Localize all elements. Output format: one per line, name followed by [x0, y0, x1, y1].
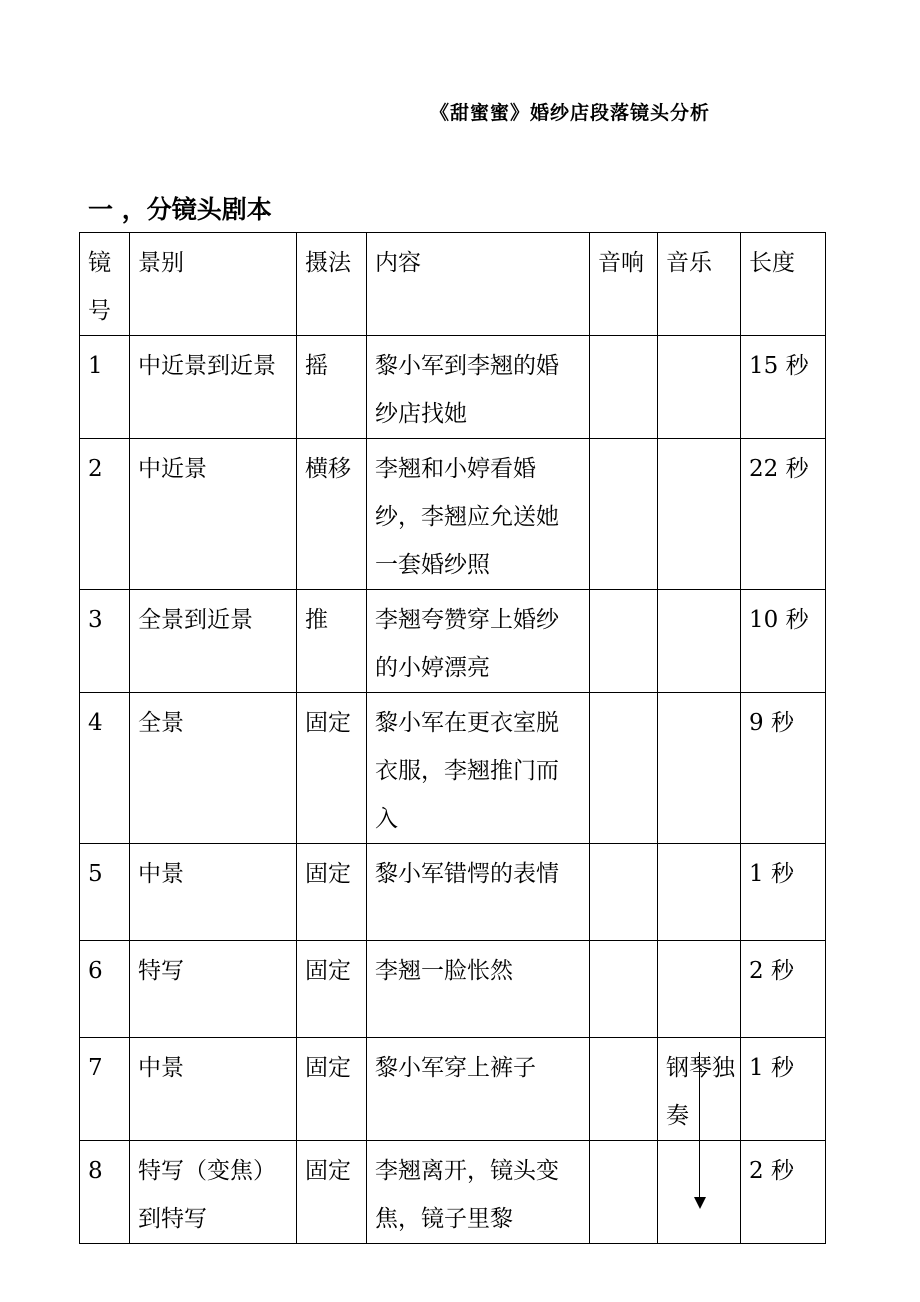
header-shot-size: 景别 [130, 233, 297, 336]
cell-shot-no: 8 [80, 1141, 130, 1244]
cell-length: 2 秒 [741, 941, 826, 1038]
cell-shot-size: 中景 [130, 844, 297, 941]
cell-music [658, 439, 741, 590]
cell-shot-size: 全景 [130, 693, 297, 844]
table-row [80, 1038, 826, 1141]
cell-content: 黎小军错愕的表情 [367, 844, 590, 941]
cell-shot-no: 5 [80, 844, 130, 941]
cell-music [658, 693, 741, 844]
cell-content: 黎小军穿上裤子 [367, 1038, 590, 1141]
cell-sound [590, 1141, 658, 1244]
cell-camera: 横移 [297, 439, 367, 590]
header-sound: 音响 [590, 233, 658, 336]
cell-length: 1 秒 [741, 844, 826, 941]
table-row [80, 439, 826, 590]
cell-music [658, 941, 741, 1038]
cell-length: 10 秒 [741, 590, 826, 693]
cell-length: 2 秒 [741, 1141, 826, 1244]
cell-camera: 固定 [297, 1038, 367, 1141]
section-heading: 一 ，分镜头剧本 [88, 195, 272, 224]
cell-shot-no: 7 [80, 1038, 130, 1141]
header-shot-no: 镜号 [80, 233, 130, 336]
document-title: 《甜蜜蜜》婚纱店段落镜头分析 [430, 102, 711, 124]
cell-length: 22 秒 [741, 439, 826, 590]
table-row [80, 336, 826, 439]
cell-sound [590, 590, 658, 693]
cell-sound [590, 1038, 658, 1141]
table-row [80, 941, 826, 1038]
table-row [80, 1141, 826, 1244]
music-label: 钢琴独奏 [666, 1055, 735, 1129]
cell-shot-size: 全景到近景 [130, 590, 297, 693]
cell-sound [590, 844, 658, 941]
cell-sound [590, 941, 658, 1038]
shot-script-table [79, 232, 826, 1244]
header-content: 内容 [367, 233, 590, 336]
cell-camera: 固定 [297, 844, 367, 941]
cell-shot-size: 中近景到近景 [130, 336, 297, 439]
cell-camera: 固定 [297, 693, 367, 844]
header-camera: 摄法 [297, 233, 367, 336]
cell-sound [590, 439, 658, 590]
table-row [80, 844, 826, 941]
table-header-row [80, 233, 826, 336]
cell-music [658, 1038, 741, 1141]
cell-sound [590, 693, 658, 844]
cell-content: 李翘和小婷看婚纱，李翘应允送她一套婚纱照 [367, 439, 590, 590]
cell-music [658, 336, 741, 439]
cell-shot-no: 4 [80, 693, 130, 844]
table-row [80, 590, 826, 693]
header-music: 音乐 [658, 233, 741, 336]
cell-length: 1 秒 [741, 1038, 826, 1141]
cell-camera: 推 [297, 590, 367, 693]
table-row [80, 693, 826, 844]
header-length: 长度 [741, 233, 826, 336]
cell-shot-size: 特写 [130, 941, 297, 1038]
cell-length: 9 秒 [741, 693, 826, 844]
cell-shot-no: 1 [80, 336, 130, 439]
cell-shot-no: 3 [80, 590, 130, 693]
cell-music [658, 590, 741, 693]
cell-shot-no: 6 [80, 941, 130, 1038]
cell-shot-no: 2 [80, 439, 130, 590]
cell-camera: 摇 [297, 336, 367, 439]
cell-music [658, 1141, 741, 1244]
cell-content: 黎小军在更衣室脱衣服，李翘推门而入 [367, 693, 590, 844]
cell-length: 15 秒 [741, 336, 826, 439]
cell-content: 李翘离开，镜头变焦，镜子里黎 [367, 1141, 590, 1244]
cell-sound [590, 336, 658, 439]
cell-content: 李翘夸赞穿上婚纱的小婷漂亮 [367, 590, 590, 693]
cell-camera: 固定 [297, 941, 367, 1038]
cell-music [658, 844, 741, 941]
cell-shot-size: 中近景 [130, 439, 297, 590]
cell-shot-size: 特写（变焦）到特写 [130, 1141, 297, 1244]
cell-content: 李翘一脸怅然 [367, 941, 590, 1038]
cell-camera: 固定 [297, 1141, 367, 1244]
cell-shot-size: 中景 [130, 1038, 297, 1141]
arrow-down-icon [694, 1197, 706, 1209]
cell-content: 黎小军到李翘的婚纱店找她 [367, 336, 590, 439]
